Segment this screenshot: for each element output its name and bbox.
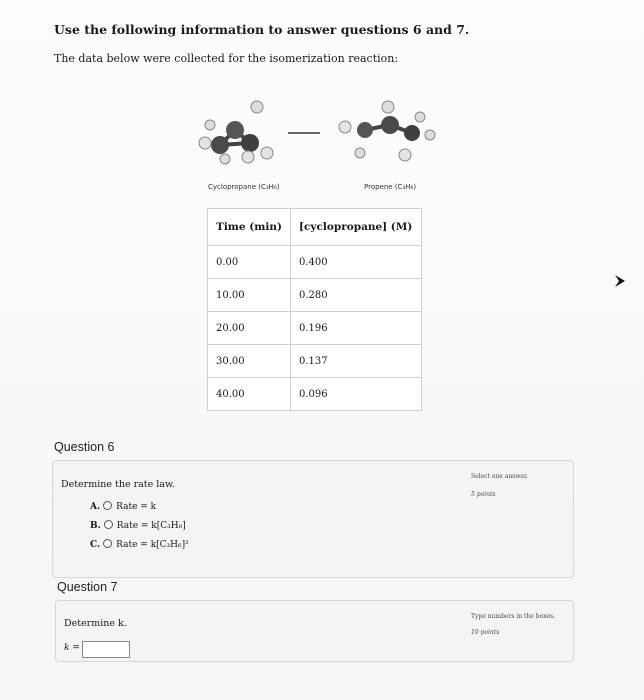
option-letter: B. xyxy=(90,521,101,531)
question-7-points: 10 points xyxy=(471,629,500,636)
table-cell: 30.00 xyxy=(208,345,291,378)
table-row xyxy=(208,345,422,378)
question-7-prompt: Determine k. xyxy=(64,618,127,629)
question-7-title: Question 7 xyxy=(57,580,118,594)
cyclopropane-molecule xyxy=(199,101,273,164)
k-label: k = xyxy=(64,643,80,653)
question-6-prompt: Determine the rate law. xyxy=(61,479,175,490)
radio-option-a[interactable] xyxy=(103,501,112,510)
table-header-row xyxy=(208,209,422,246)
option-text: Rate = k[C₃H₆] xyxy=(116,521,186,531)
option-text: Rate = k xyxy=(116,502,157,512)
table-row xyxy=(208,279,422,312)
table-row xyxy=(208,246,422,279)
option-a[interactable] xyxy=(90,501,156,512)
table-row xyxy=(208,378,422,411)
radio-option-c[interactable] xyxy=(103,539,112,548)
option-b[interactable] xyxy=(90,520,186,531)
table-cell: 0.280 xyxy=(291,279,422,312)
data-table xyxy=(207,208,422,411)
table-cell: 0.00 xyxy=(208,246,291,279)
table-cell: 0.400 xyxy=(291,246,422,279)
reaction-illustration xyxy=(190,95,450,195)
option-letter: A. xyxy=(90,502,101,512)
question-6-points: 5 points xyxy=(471,491,496,498)
question-7-card xyxy=(55,600,574,662)
column-header-concentration: [cyclopropane] (M) xyxy=(291,209,422,246)
radio-option-b[interactable] xyxy=(104,520,113,529)
reactant-label: Cyclopropane (C₃H₆) xyxy=(208,183,280,191)
question-6-title: Question 6 xyxy=(54,440,115,454)
question-7-instructions: Type numbers in the boxes. xyxy=(471,613,556,620)
intro-text: The data below were collected for the isomerization reaction: xyxy=(54,52,399,65)
question-6-instructions: Select one answer. xyxy=(471,473,529,480)
option-text: Rate = k[C₃H₆]² xyxy=(116,540,189,550)
k-input[interactable] xyxy=(82,641,130,658)
option-c[interactable] xyxy=(90,539,189,550)
table-cell: 40.00 xyxy=(208,378,291,411)
table-cell: 20.00 xyxy=(208,312,291,345)
mouse-cursor-icon xyxy=(614,274,626,288)
table-cell: 0.137 xyxy=(291,345,422,378)
column-header-time: Time (min) xyxy=(208,209,291,246)
table-cell: 0.096 xyxy=(291,378,422,411)
reaction-molecules-image xyxy=(190,95,450,195)
propene-molecule xyxy=(339,101,435,161)
product-label: Propene (C₃H₆) xyxy=(364,183,417,191)
table-row xyxy=(208,312,422,345)
table-cell: 10.00 xyxy=(208,279,291,312)
question-6-card xyxy=(52,460,574,578)
table-cell: 0.196 xyxy=(291,312,422,345)
option-letter: C. xyxy=(90,540,101,550)
instruction-heading: Use the following information to answer questions 6 and 7. xyxy=(54,22,470,37)
